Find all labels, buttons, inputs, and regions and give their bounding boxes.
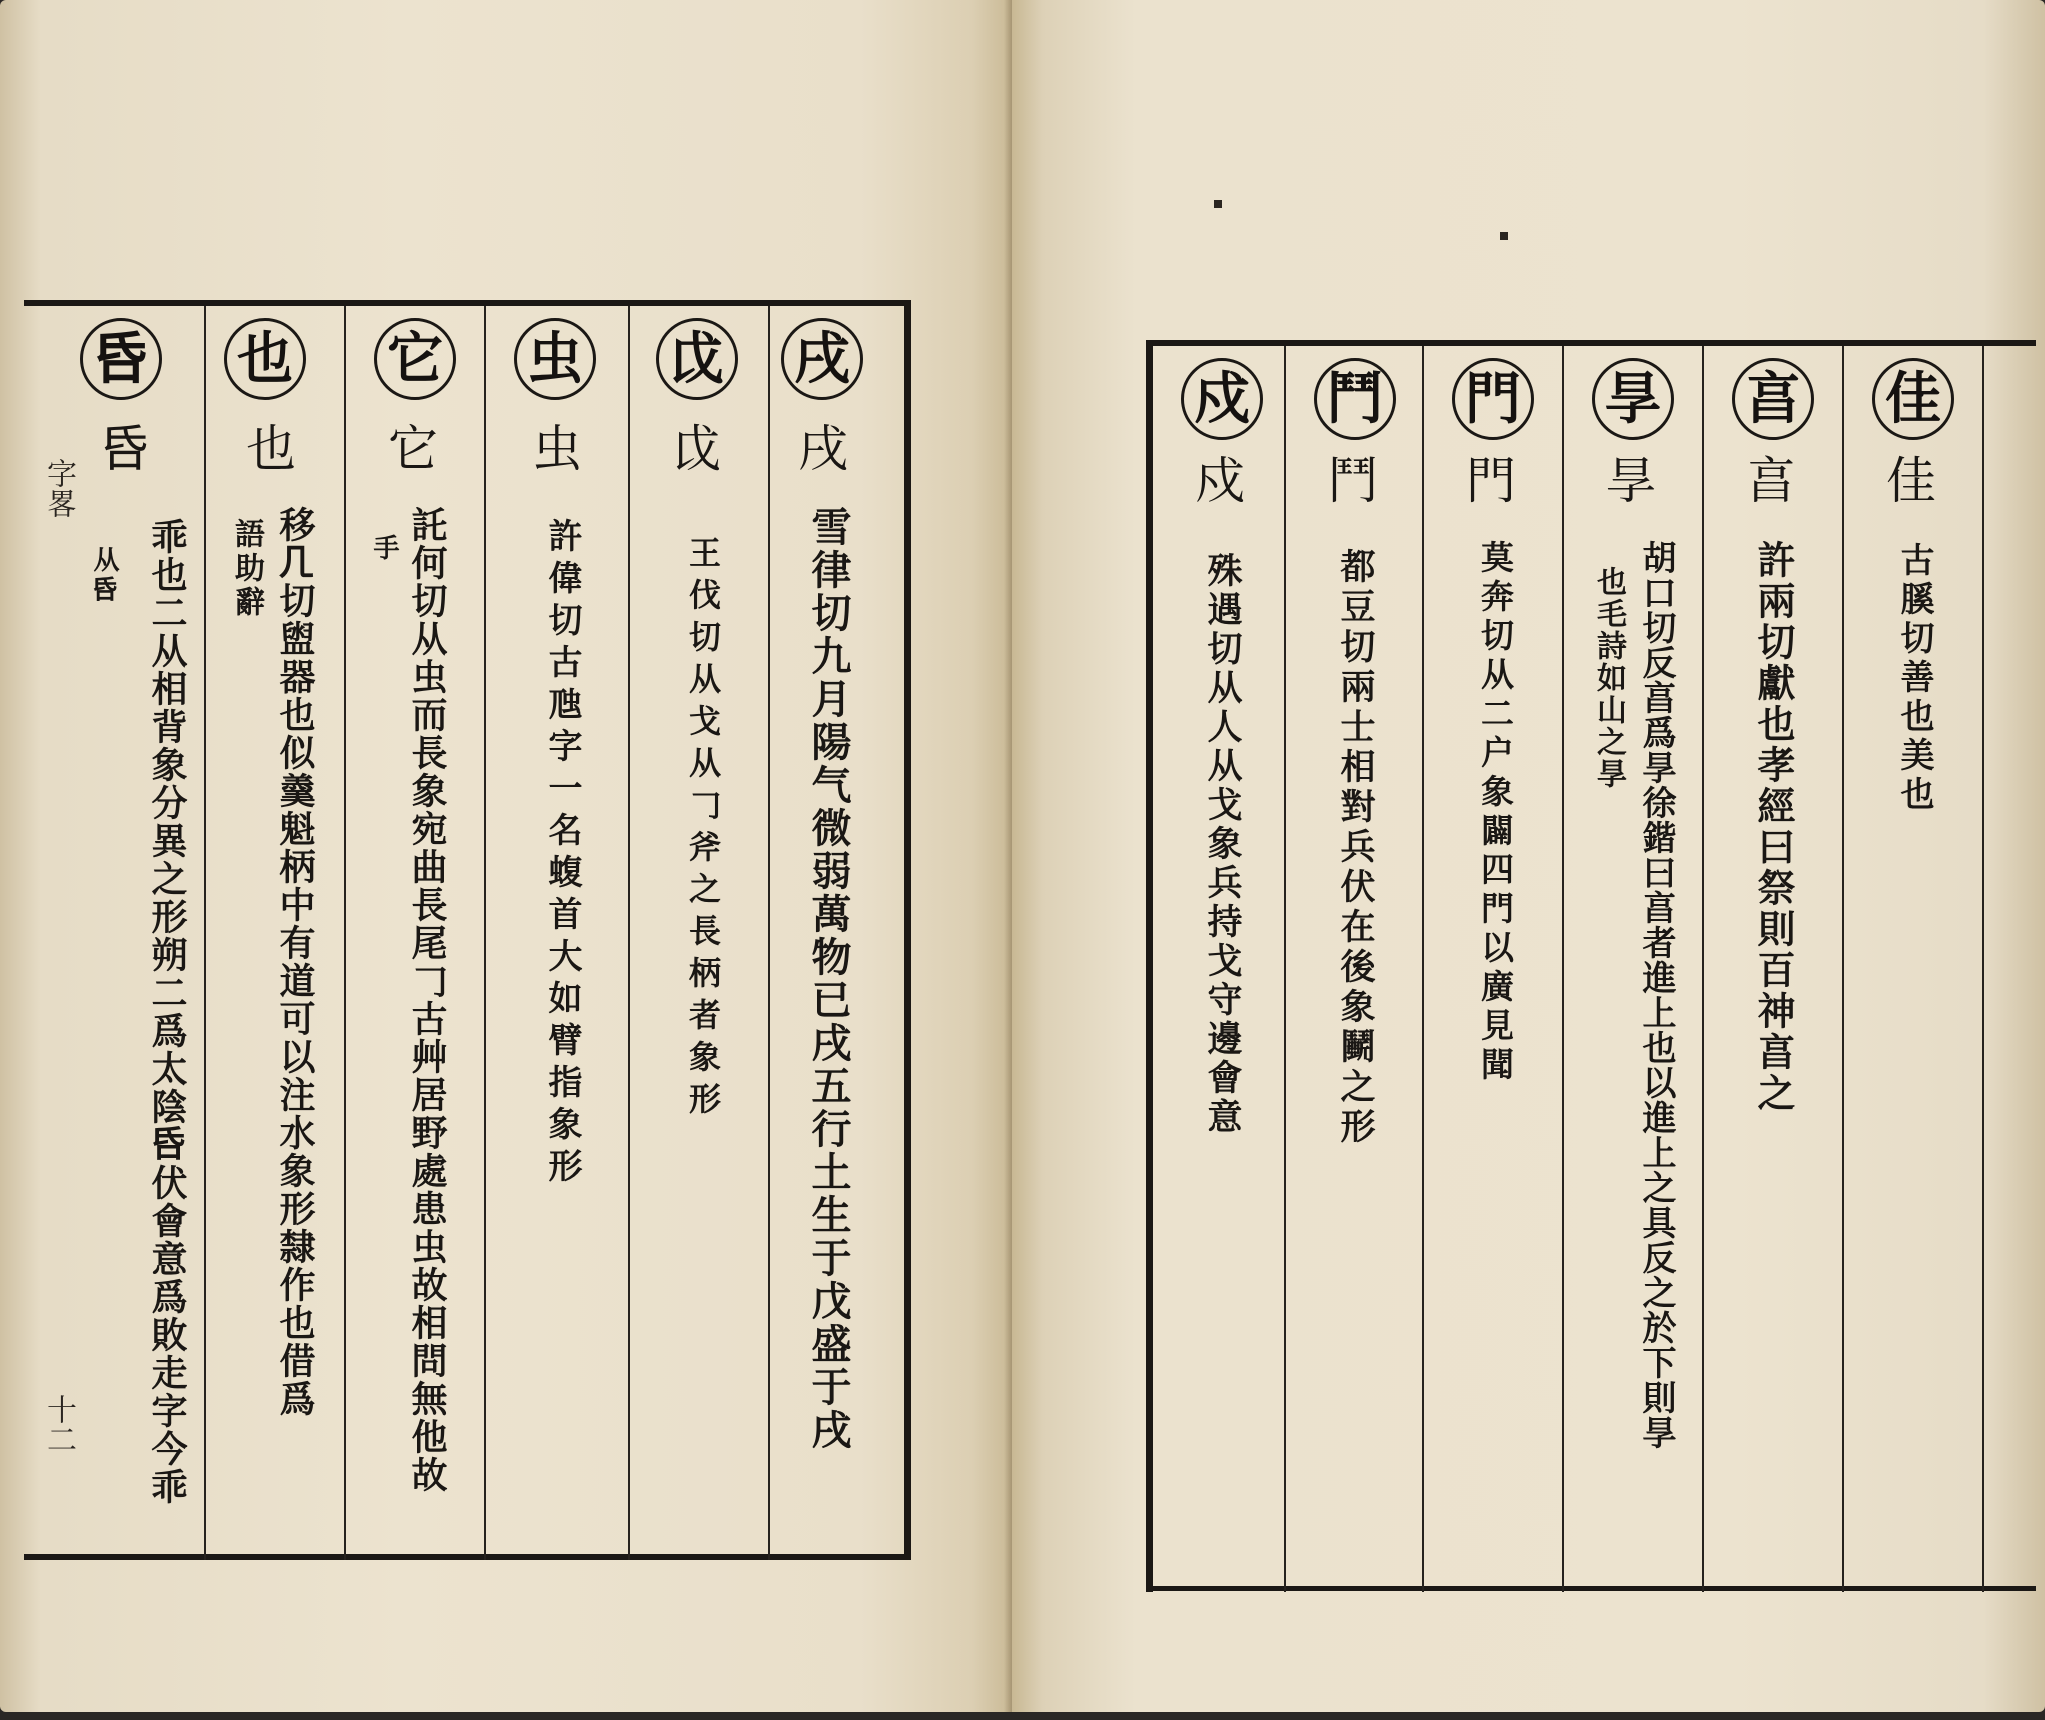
seal-script-glyph: 門: [1466, 452, 1516, 510]
entry-continuation: 語助辭: [229, 518, 264, 620]
margin-title: 字畧: [41, 458, 76, 518]
seal-script-glyph: 佳: [1886, 452, 1936, 510]
head-character: 鬥: [1314, 358, 1396, 440]
entry-definition: 許兩切獻也孝經曰祭則百神亯之: [1751, 540, 1796, 1114]
seal-script-glyph: 戌: [798, 420, 848, 478]
entry-definition: 都豆切兩士相對兵伏在後象鬭之形: [1335, 548, 1376, 1148]
entry-yue: [628, 306, 768, 1554]
entry-definition: 殊遇切从人从戈象兵持戈守邊會意: [1202, 552, 1243, 1137]
seal-script-glyph: 戉: [672, 420, 722, 478]
head-character: 𠯑: [80, 318, 162, 400]
entry-ye: [204, 306, 344, 1554]
seal-script-glyph: 鬥: [1328, 452, 1378, 510]
entry-xu: [768, 306, 880, 1554]
ink-mark: [1500, 232, 1508, 240]
entry-definition: 古膎切善也美也: [1894, 542, 1934, 815]
entry-continuation: 手: [369, 534, 399, 564]
entry-definition: 移𠘧切盥器也似羹魁柄中有道可以注水象形隸作也借爲: [274, 506, 316, 1418]
seal-script-glyph: 虫: [532, 420, 582, 478]
entry-hou: [1562, 346, 1702, 1586]
entry-definition: 王伐切从戈从𠃌斧之長柄者象形: [684, 536, 722, 1124]
seal-script-glyph: 戍: [1195, 452, 1245, 510]
entry-men: [1422, 346, 1562, 1586]
head-character: 㫗: [1592, 358, 1674, 440]
entry-jia: [1842, 346, 1982, 1586]
head-character: 佳: [1872, 358, 1954, 440]
entry-definition: 莫奔切从二户象闢四門以廣見聞: [1476, 540, 1515, 1086]
seal-script-glyph: 它: [388, 420, 438, 478]
head-character: 戌: [781, 318, 863, 400]
entry-hui: [484, 306, 628, 1554]
head-character: 亯: [1732, 358, 1814, 440]
entry-definition: 胡口切反亯爲㫗徐鍇曰亯者進上也以進上之具反之於下則㫗: [1636, 540, 1676, 1450]
entry-dou: [1284, 346, 1422, 1586]
entry-continuation: 也毛詩如山之㫗: [1591, 566, 1626, 790]
page-number: 十二: [41, 1394, 76, 1454]
head-character: 虫: [514, 318, 596, 400]
entry-definition: 乖也二从相背象分異之形朔二爲太陰𠯑伏會意爲敗走字今乖: [146, 518, 188, 1506]
left-page: [0, 0, 1012, 1712]
entry-definition: 雪律切九月陽气微弱萬物已戌五行土生于戊盛于戌: [805, 506, 852, 1452]
head-character: 門: [1452, 358, 1534, 440]
seal-script-glyph: 𠯑: [100, 420, 150, 478]
entry-definition: 託何切从虫而長象宛曲長尾𠃌古艸居野處患虫故相問無他故: [406, 506, 448, 1494]
entry-definition: 許偉切古虺字一名蝮首大如臂指象形: [542, 518, 582, 1190]
entry-shu: [1153, 346, 1284, 1586]
right-page: [1012, 0, 2045, 1712]
seal-script-glyph: 亯: [1746, 452, 1796, 510]
head-character: 戉: [656, 318, 738, 400]
entry-ta: [344, 306, 484, 1554]
head-character: 也: [224, 318, 306, 400]
entry-xiang: [1702, 346, 1842, 1586]
seal-script-glyph: 㫗: [1606, 452, 1656, 510]
ink-mark: [1214, 200, 1222, 208]
entry-guai: [64, 306, 204, 1554]
head-character: 戍: [1181, 358, 1263, 440]
seal-script-glyph: 也: [246, 420, 296, 478]
head-character: 它: [374, 318, 456, 400]
entry-continuation: 从𠯑: [89, 546, 119, 606]
